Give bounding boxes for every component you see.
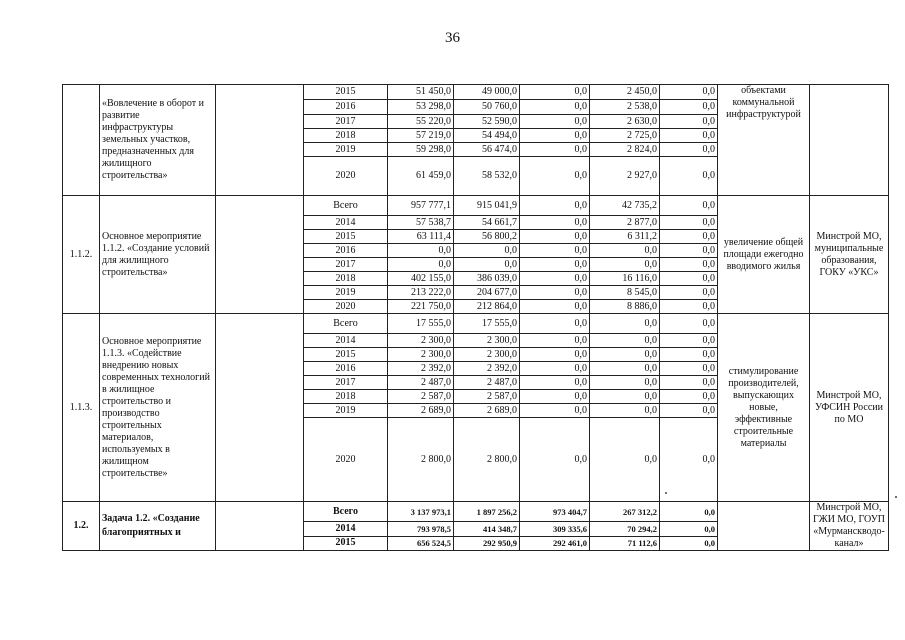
value-cell: 0,0	[660, 100, 718, 115]
value-cell: 0,0	[660, 230, 718, 244]
value-cell: 56 800,2	[454, 230, 520, 244]
value-cell: 16 116,0	[590, 272, 660, 286]
value-cell: 2 300,0	[454, 348, 520, 362]
value-cell: 63 111,4	[388, 230, 454, 244]
value-cell: 0,0	[520, 129, 590, 143]
year-cell: Всего	[304, 502, 388, 522]
value-cell: 0,0	[660, 129, 718, 143]
value-cell: 0,0	[660, 536, 718, 550]
value-cell: 0,0	[590, 390, 660, 404]
value-cell: 0,0	[454, 244, 520, 258]
value-cell: 204 677,0	[454, 286, 520, 300]
value-cell: 292 950,9	[454, 536, 520, 550]
measure-name: Основное мероприятие 1.1.3. «Содействие внедрению новых современных технологий в жилищное строительство и производство строительных материалов, используемых в жилищном строительстве»	[100, 314, 216, 502]
value-cell: 0,0	[660, 244, 718, 258]
value-cell: 0,0	[454, 258, 520, 272]
value-cell: 292 461,0	[520, 536, 590, 550]
section-d	[63, 502, 889, 551]
year-cell: 2014	[304, 334, 388, 348]
value-cell: 0,0	[660, 376, 718, 390]
value-cell: 0,0	[520, 143, 590, 157]
value-cell: 53 298,0	[388, 100, 454, 115]
value-cell: 386 039,0	[454, 272, 520, 286]
value-cell: 0,0	[590, 376, 660, 390]
value-cell: 2 392,0	[454, 362, 520, 376]
page-number: 36	[445, 30, 460, 46]
value-cell: 0,0	[590, 244, 660, 258]
executor: Минстрой МО, УФСИН России по МО	[810, 314, 889, 502]
measure-name: Основное мероприятие 1.1.2. «Создание условий для жилищного строительства»	[100, 196, 216, 314]
value-cell: 0,0	[520, 115, 590, 129]
value-cell: 2 630,0	[590, 115, 660, 129]
year-cell: 2014	[304, 522, 388, 536]
row-code	[63, 85, 100, 196]
section-a	[63, 85, 889, 196]
year-cell: Всего	[304, 314, 388, 334]
value-cell: 0,0	[660, 286, 718, 300]
year-cell: 2016	[304, 362, 388, 376]
value-cell: 0,0	[590, 348, 660, 362]
year-cell: 2014	[304, 216, 388, 230]
value-cell: 61 459,0	[388, 157, 454, 196]
year-cell: 2018	[304, 272, 388, 286]
year-cell: Всего	[304, 196, 388, 216]
value-cell: 0,0	[660, 334, 718, 348]
value-cell: 54 494,0	[454, 129, 520, 143]
value-cell: 2 587,0	[454, 390, 520, 404]
value-cell: 2 877,0	[590, 216, 660, 230]
budget-table	[62, 84, 889, 551]
year-cell: 2017	[304, 115, 388, 129]
value-cell: 0,0	[520, 348, 590, 362]
value-cell: 656 524,5	[388, 536, 454, 550]
value-cell: 0,0	[520, 418, 590, 502]
value-cell: 0,0	[520, 404, 590, 418]
value-cell: 0,0	[660, 348, 718, 362]
value-cell: 2 300,0	[388, 334, 454, 348]
year-cell: 2020	[304, 157, 388, 196]
value-cell: 957 777,1	[388, 196, 454, 216]
value-cell: 0,0	[660, 390, 718, 404]
executor: Минстрой МО, муниципальные образования, ГОКУ «УКС»	[810, 196, 889, 314]
year-cell: 2019	[304, 143, 388, 157]
executor: Минстрой МО, ГЖИ МО, ГОУП «Мурманскводо-канал»	[810, 502, 889, 551]
value-cell: 0,0	[520, 334, 590, 348]
value-cell: 2 450,0	[590, 85, 660, 100]
value-cell: 0,0	[520, 286, 590, 300]
value-cell: 6 311,2	[590, 230, 660, 244]
value-cell: 52 590,0	[454, 115, 520, 129]
value-cell: 0,0	[520, 314, 590, 334]
value-cell: 2 487,0	[454, 376, 520, 390]
year-cell: 2015	[304, 85, 388, 100]
value-cell: 2 689,0	[388, 404, 454, 418]
value-cell: 2 300,0	[454, 334, 520, 348]
section-c	[63, 314, 889, 502]
expected-result	[718, 502, 810, 551]
year-cell: 2016	[304, 100, 388, 115]
value-cell: 0,0	[590, 418, 660, 502]
expected-result: увеличение общей площади ежегодно вводимого жилья	[718, 196, 810, 314]
value-cell: 0,0	[388, 258, 454, 272]
value-cell: 2 689,0	[454, 404, 520, 418]
value-cell: 50 760,0	[454, 100, 520, 115]
task-name: Задача 1.2. «Создание благоприятных и	[100, 502, 216, 551]
value-cell: 2 487,0	[388, 376, 454, 390]
value-cell: 8 886,0	[590, 300, 660, 314]
row-code: 1.1.3.	[63, 314, 100, 502]
year-cell: 2017	[304, 376, 388, 390]
value-cell: 0,0	[660, 522, 718, 536]
value-cell: 0,0	[520, 157, 590, 196]
value-cell: 0,0	[520, 244, 590, 258]
value-cell: 0,0	[590, 362, 660, 376]
value-cell: 17 555,0	[454, 314, 520, 334]
value-cell: 0,0	[660, 404, 718, 418]
value-cell: 2 725,0	[590, 129, 660, 143]
value-cell: 3 137 973,1	[388, 502, 454, 522]
value-cell: 0,0	[660, 314, 718, 334]
value-cell: 2 392,0	[388, 362, 454, 376]
value-cell: 402 155,0	[388, 272, 454, 286]
value-cell: 2 927,0	[590, 157, 660, 196]
value-cell: 973 404,7	[520, 502, 590, 522]
value-cell: 2 300,0	[388, 348, 454, 362]
value-cell: 49 000,0	[454, 85, 520, 100]
value-cell: 0,0	[660, 272, 718, 286]
measure-name: «Вовлечение в оборот и развитие инфраструктуры земельных участков, предназначенных для жилищного строительства»	[100, 85, 216, 196]
value-cell: 8 545,0	[590, 286, 660, 300]
value-cell: 0,0	[520, 300, 590, 314]
value-cell: 414 348,7	[454, 522, 520, 536]
value-cell: 57 219,0	[388, 129, 454, 143]
value-cell: 0,0	[388, 244, 454, 258]
value-cell: 0,0	[660, 143, 718, 157]
value-cell: 221 750,0	[388, 300, 454, 314]
value-cell: 0,0	[520, 100, 590, 115]
value-cell: 0,0	[660, 418, 718, 502]
year-cell: 2019	[304, 404, 388, 418]
value-cell: 0,0	[590, 258, 660, 272]
value-cell: 793 978,5	[388, 522, 454, 536]
value-cell: 0,0	[660, 362, 718, 376]
row-code: 1.1.2.	[63, 196, 100, 314]
value-cell: 0,0	[660, 258, 718, 272]
value-cell: 70 294,2	[590, 522, 660, 536]
value-cell: 58 532,0	[454, 157, 520, 196]
value-cell: 17 555,0	[388, 314, 454, 334]
value-cell: 56 474,0	[454, 143, 520, 157]
scan-speck	[665, 492, 667, 494]
value-cell: 0,0	[660, 157, 718, 196]
value-cell: 54 661,7	[454, 216, 520, 230]
scan-speck	[895, 496, 897, 498]
value-cell: 915 041,9	[454, 196, 520, 216]
value-cell: 0,0	[660, 502, 718, 522]
value-cell: 0,0	[520, 258, 590, 272]
executor	[810, 85, 889, 196]
value-cell: 0,0	[520, 362, 590, 376]
value-cell: 0,0	[660, 196, 718, 216]
year-cell: 2016	[304, 244, 388, 258]
year-cell: 2020	[304, 418, 388, 502]
year-cell: 2015	[304, 536, 388, 550]
value-cell: 213 222,0	[388, 286, 454, 300]
value-cell: 0,0	[660, 216, 718, 230]
value-cell: 0,0	[660, 115, 718, 129]
year-cell: 2020	[304, 300, 388, 314]
value-cell: 2 538,0	[590, 100, 660, 115]
value-cell: 51 450,0	[388, 85, 454, 100]
year-cell: 2017	[304, 258, 388, 272]
value-cell: 0,0	[520, 216, 590, 230]
value-cell: 0,0	[520, 196, 590, 216]
year-cell: 2015	[304, 348, 388, 362]
value-cell: 2 800,0	[454, 418, 520, 502]
value-cell: 0,0	[590, 404, 660, 418]
value-cell: 0,0	[520, 376, 590, 390]
value-cell: 0,0	[520, 230, 590, 244]
year-cell: 2018	[304, 129, 388, 143]
value-cell: 0,0	[520, 272, 590, 286]
value-cell: 2 587,0	[388, 390, 454, 404]
year-cell: 2015	[304, 230, 388, 244]
value-cell: 309 335,6	[520, 522, 590, 536]
value-cell: 2 800,0	[388, 418, 454, 502]
value-cell: 57 538,7	[388, 216, 454, 230]
value-cell: 0,0	[590, 334, 660, 348]
value-cell: 0,0	[520, 85, 590, 100]
year-cell: 2018	[304, 390, 388, 404]
value-cell: 71 112,6	[590, 536, 660, 550]
value-cell: 42 735,2	[590, 196, 660, 216]
value-cell: 2 824,0	[590, 143, 660, 157]
value-cell: 0,0	[660, 300, 718, 314]
value-cell: 212 864,0	[454, 300, 520, 314]
value-cell: 1 897 256,2	[454, 502, 520, 522]
section-b	[63, 196, 889, 314]
value-cell: 0,0	[590, 314, 660, 334]
expected-result: объектами коммунальной инфраструктурой	[718, 85, 810, 196]
value-cell: 55 220,0	[388, 115, 454, 129]
year-cell: 2019	[304, 286, 388, 300]
row-code: 1.2.	[63, 502, 100, 551]
value-cell: 267 312,2	[590, 502, 660, 522]
value-cell: 0,0	[660, 85, 718, 100]
expected-result: стимулирование производителей, выпускающих новые, эффективные строительные материалы	[718, 314, 810, 502]
value-cell: 0,0	[520, 390, 590, 404]
value-cell: 59 298,0	[388, 143, 454, 157]
